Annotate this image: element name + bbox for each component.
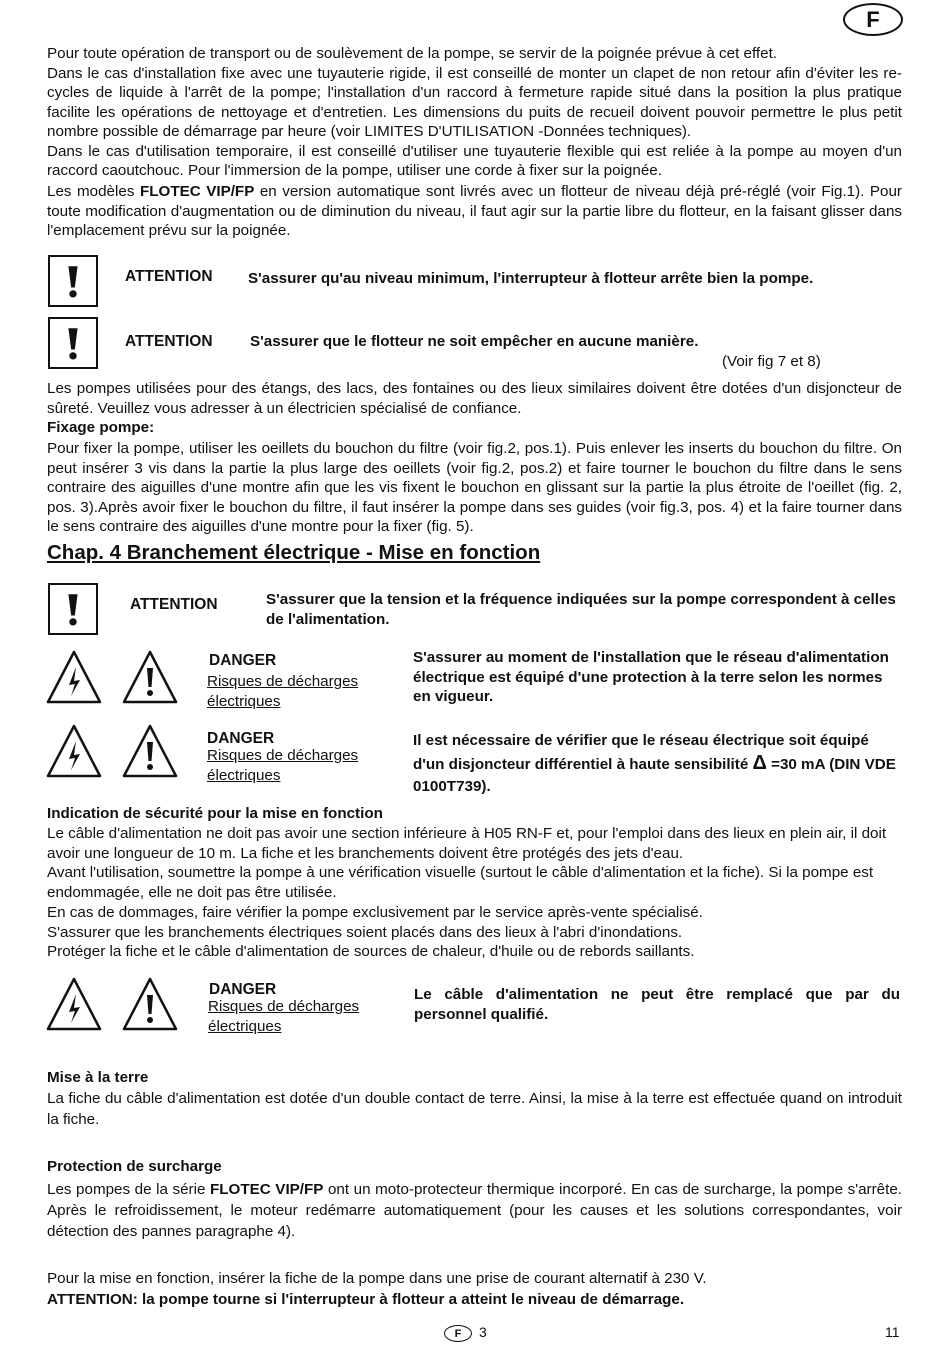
danger-risk-text: Risques de décharges électriques: [207, 747, 359, 784]
intro-transport: Pour toute opération de transport ou de soulèvement de la pompe, se servir de la poignée prévue à cet effet.: [47, 45, 778, 62]
overload-title: Protection de surcharge: [47, 1158, 222, 1175]
attention-message: S'assurer que le flotteur ne soit empêcher en aucune manière.: [250, 333, 699, 350]
intro-fixed-install: Dans le cas d'installation fixe avec une tuyauterie rigide, il est conseillé de monter un clapet de non retour afin d'éviter les re-cycles de liquide à l'arrêt de la pompe; l'installation d'un raccord à fermeture rapide situé dans la position la plus pratique facilite les opérations de nettoyage et d'entretien. Les dimensions du puits de recueil doivent pouvoir permettre le plus petit nombre possible de démarrage par heure (voir LIMITES D'UTILISATION -Données techniques).: [47, 64, 902, 141]
attention-message: S'assurer que la tension et la fréquence indiquées sur la pompe correspondent à celles de l'alimentation.: [266, 591, 896, 628]
footer-language-badge: F: [444, 1325, 472, 1342]
fixage-title: Fixage pompe:: [47, 419, 155, 436]
earth-text: La fiche du câble d'alimentation est dotée d'un double contact de terre. Ainsi, la mise à la terre est effectuée quand on introduit la fiche.: [47, 1090, 902, 1128]
intro-temporary: Dans le cas d'utilisation temporaire, il est conseillé d'utiliser une tuyauterie flexible qui est reliée à la pompe au moyen d'un raccord caoutchouc. Pour l'immersion de la pompe, utiliser une corde à fixer sur la poignée.: [47, 142, 902, 180]
delta-symbol: Δ: [752, 752, 767, 774]
chapter-heading: Chap. 4 Branchement électrique - Mise en fonction: [47, 541, 541, 564]
attention-message: S'assurer qu'au niveau minimum, l'interrupteur à flotteur arrête bien la pompe.: [248, 270, 814, 287]
fixage-text: Pour fixer la pompe, utiliser les oeillets du bouchon du filtre (voir fig.2, pos.1). Puis enlever les inserts du bouchon du filtre. On peut insérer 3 vis dans la partie la plus large des oeillets (voir fig.2, pos.2) et faire tourner le bouchon du filtre dans le sens contraire des aiguilles d'une montre afin que les vis fixent le bouchon en glissant sur la partie la plus étroite de l'oeillet (fig. 2, pos. 3).Après avoir fixer le bouchon du filtre, il faut insérer la pompe dans ses guides (voir fig.3, pos. 4) et la faire tourner dans le sens contraire des aiguilles d'une montre pour la fixer (fig. 5).: [47, 440, 902, 536]
danger-message: S'assurer au moment de l'installation que le réseau d'alimentation électrique est équipé d'une protection à la terre selon les normes en vigueur.: [413, 649, 889, 706]
warning-exclamation-icon: [122, 976, 178, 1032]
electric-shock-icon: [46, 723, 102, 779]
safety-line: Avant l'utilisation, soumettre la pompe à une vérification visuelle (surtout le câble d'alimentation et la fiche). Si la pompe est endommagée, elle ne doit pas être utilisée.: [47, 864, 874, 901]
danger-label: DANGER: [207, 730, 275, 747]
danger-risk-text: Risques de décharges électriques: [207, 673, 359, 710]
safety-line: Le câble d'alimentation ne doit pas avoir une section inférieure à H05 RN-F et, pour l'emploi dans des lieux en plein air, il doit avoir une longueur de 10 m. La fiche et les branchements doivent être protégés des jets d'eau.: [47, 825, 887, 862]
danger-message-part: Il est nécessaire de vérifier que le réseau électrique soit équipé d'un disjoncteur différentiel à haute sensibilité: [413, 732, 869, 773]
overload-post: ont un moto-protecteur thermique incorporé. En cas de surcharge, la pompe s'arrête. Après le refroidissement, le moteur redémarre automatiquement (pour les causes et les solutions correspondantes, voir détection des pannes paragraphe 4).: [47, 1181, 903, 1240]
overload-text: [47, 1179, 902, 1242]
exclamation-icon: [48, 255, 98, 307]
safety-line: Protéger la fiche et le câble d'alimentation de sources de chaleur, d'huile ou de rebords saillants.: [47, 943, 695, 960]
electric-shock-icon: [46, 976, 102, 1032]
danger-label: DANGER: [209, 981, 277, 998]
danger-risk-text: Risques de décharges électriques: [208, 998, 360, 1035]
exclamation-icon: [48, 317, 98, 369]
danger-message: Le câble d'alimentation ne peut être remplacé que par du personnel qualifié.: [414, 986, 900, 1023]
models-post: en version automatique sont livrés avec un flotteur de niveau déjà pré-réglé (voir Fig.1). Pour toute modification d'augmentation ou de diminution du niveau, il faut agir sur la partie libre du flotteur, en la faisant glisser dans l'emplacement prévu sur la poignée.: [47, 183, 902, 240]
models-brand: FLOTEC VIP/FP: [139, 183, 255, 200]
attention-label: ATTENTION: [130, 596, 218, 613]
attention-label: ATTENTION: [125, 333, 213, 350]
attention-label: ATTENTION: [125, 268, 213, 285]
overload-pre: Les pompes de la série: [47, 1181, 210, 1198]
danger-message: [413, 730, 902, 798]
startup-text: Pour la mise en fonction, insérer la fiche de la pompe dans une prise de courant alternatif à 230 V.: [47, 1270, 707, 1287]
electric-shock-icon: [46, 649, 102, 705]
safety-title: Indication de sécurité pour la mise en fonction: [47, 805, 383, 822]
warning-exclamation-icon: [122, 723, 178, 779]
warning-exclamation-icon: [122, 649, 178, 705]
section-page-number: 3: [479, 1324, 487, 1340]
danger-message-part: =30 mA (DIN VDE 0100T739).: [413, 756, 896, 795]
earth-title: Mise à la terre: [47, 1069, 149, 1086]
ponds-paragraph: Les pompes utilisées pour des étangs, des lacs, des fontaines ou des lieux similaires doivent être dotées d'un disjoncteur de sûreté. Veuillez vous adresser à un électricien spécialisé de confiance.: [47, 380, 902, 417]
exclamation-icon: [48, 583, 98, 635]
overload-brand: FLOTEC VIP/FP: [210, 1181, 324, 1198]
language-badge: F: [843, 3, 903, 36]
safety-line: En cas de dommages, faire vérifier la pompe exclusivement par le service après-vente spécialisé.: [47, 904, 703, 921]
models-pre: Les modèles: [47, 183, 140, 200]
figure-reference: (Voir fig 7 et 8): [722, 353, 821, 370]
final-warning: ATTENTION: la pompe tourne si l'interrupteur à flotteur a atteint le niveau de démarrage.: [47, 1291, 685, 1308]
page-number: 11: [885, 1324, 900, 1340]
safety-line: S'assurer que les branchements électriques soient placés dans des lieux à l'abri d'inondations.: [47, 923, 683, 941]
danger-label: DANGER: [209, 652, 277, 669]
models-paragraph: [47, 182, 902, 241]
